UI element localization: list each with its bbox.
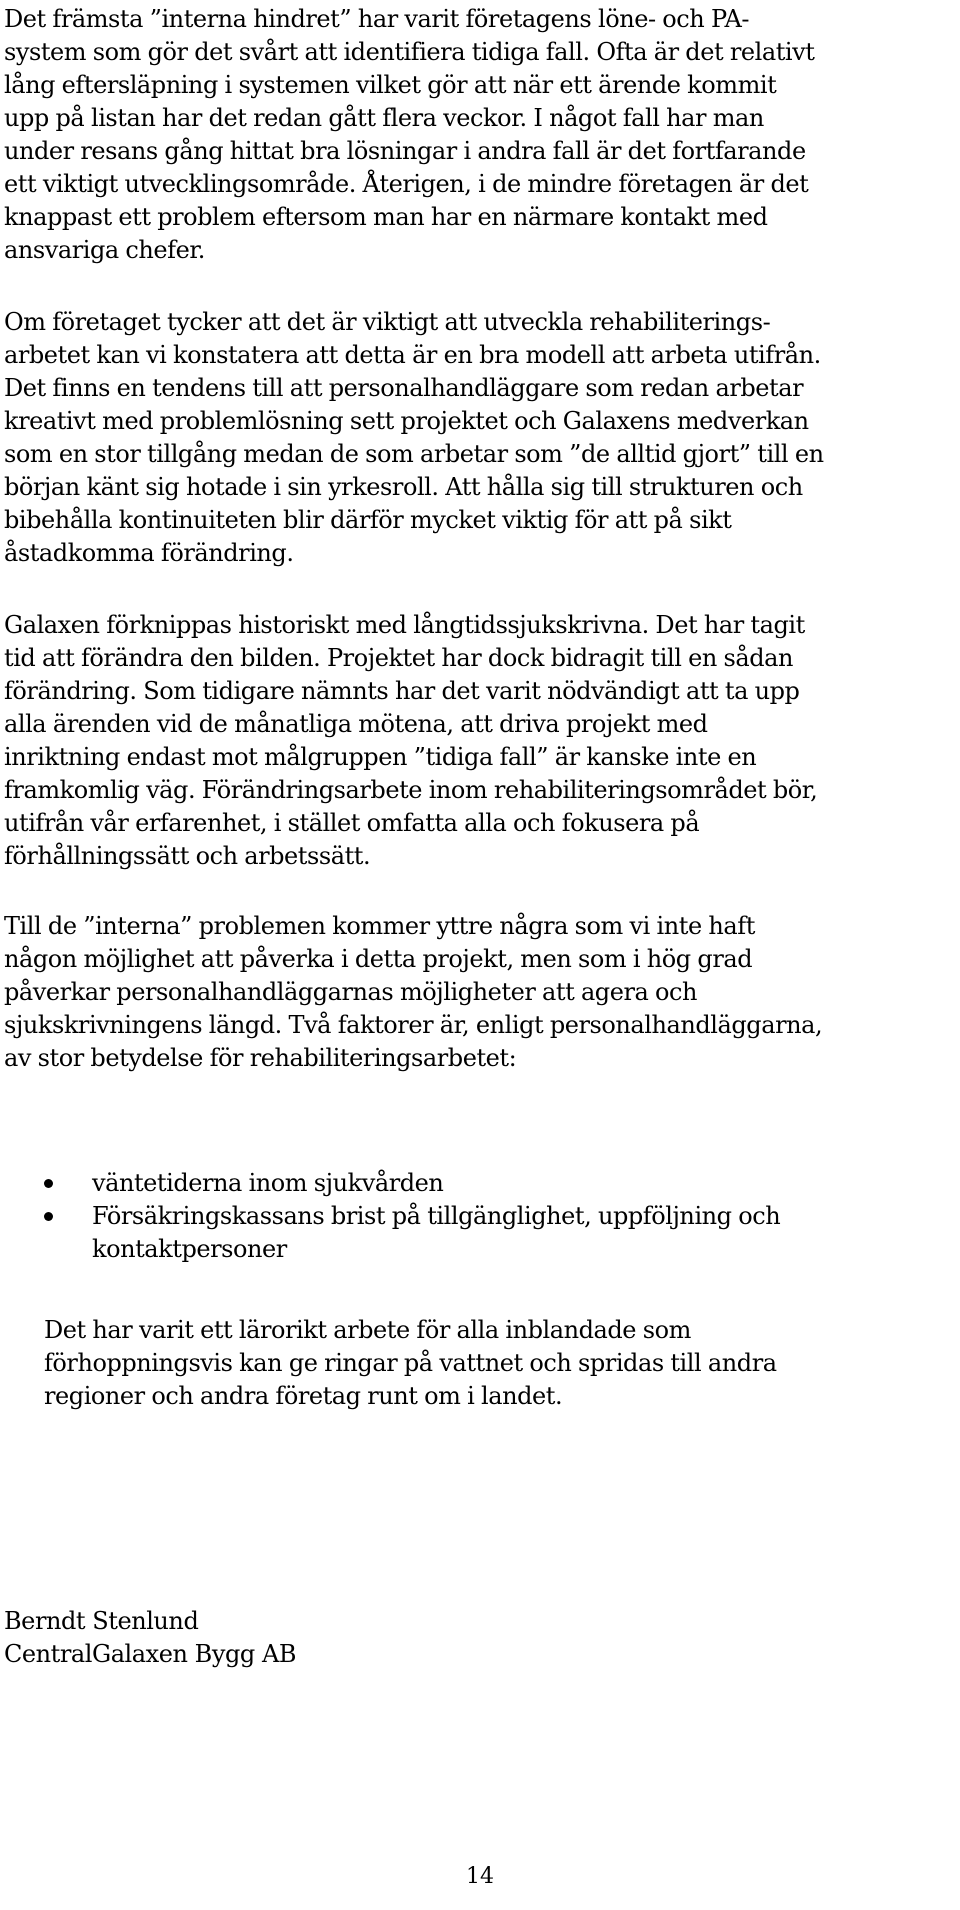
list-item: [44, 1167, 944, 1200]
text-line: sjukskrivningens längd. Två faktorer är, enligt personalhandläggarna,: [4, 1011, 823, 1039]
text-line: kontaktpersoner: [92, 1235, 287, 1263]
text-line: knappast ett problem eftersom man har en närmare kontakt med: [4, 203, 768, 231]
text-line: bibehålla kontinuiteten blir därför mycket viktig för att på sikt: [4, 506, 732, 534]
bullet-icon: [44, 1212, 53, 1221]
signature-name: Berndt Stenlund: [4, 1607, 199, 1635]
text-line: början känt sig hotade i sin yrkesroll. Att hålla sig till strukturen och: [4, 473, 803, 501]
text-line: alla ärenden vid de månatliga mötena, att driva projekt med: [4, 710, 708, 738]
text-line: upp på listan har det redan gått flera veckor. I något fall har man: [4, 104, 764, 132]
text-line: Försäkringskassans brist på tillgänglighet, uppföljning och: [92, 1202, 781, 1230]
text-line: system som gör det svårt att identifiera tidiga fall. Ofta är det relativt: [4, 38, 815, 66]
paragraph-rehab-model: [4, 306, 956, 570]
paragraph-galaxen-image: [4, 609, 956, 873]
text-line: ansvariga chefer.: [4, 236, 205, 264]
signature-block: [4, 1605, 296, 1671]
list-item: [44, 1200, 944, 1266]
text-line: förhoppningsvis kan ge ringar på vattnet och spridas till andra: [44, 1349, 777, 1377]
signature-company: CentralGalaxen Bygg AB: [4, 1640, 297, 1668]
text-line: tid att förändra den bilden. Projektet har dock bidragit till en sådan: [4, 644, 794, 672]
text-line: Det främsta ”interna hindret” har varit företagens löne- och PA-: [4, 5, 750, 33]
text-line: framkomlig väg. Förändringsarbete inom rehabiliteringsområdet bör,: [4, 776, 818, 804]
text-line: någon möjlighet att påverka i detta projekt, men som i hög grad: [4, 945, 753, 973]
text-line: utifrån vår erfarenhet, i stället omfatta alla och fokusera på: [4, 809, 700, 837]
text-line: Det har varit ett lärorikt arbete för alla inblandade som: [44, 1316, 691, 1344]
text-line: Till de ”interna” problemen kommer yttre några som vi inte haft: [4, 912, 755, 940]
paragraph-closing: [44, 1314, 944, 1413]
page-number: 14: [466, 1864, 494, 1889]
factor-bullet-list: [44, 1167, 944, 1266]
text-line: Om företaget tycker att det är viktigt att utveckla rehabiliterings-: [4, 308, 771, 336]
text-line: förändring. Som tidigare nämnts har det varit nödvändigt att ta upp: [4, 677, 800, 705]
text-line: inriktning endast mot målgruppen ”tidiga fall” är kanske inte en: [4, 743, 757, 771]
text-line: förhållningssätt och arbetssätt.: [4, 842, 371, 870]
text-line: Det finns en tendens till att personalhandläggare som redan arbetar: [4, 374, 804, 402]
bullet-icon: [44, 1179, 53, 1188]
text-line: väntetiderna inom sjukvården: [92, 1169, 444, 1197]
text-line: kreativt med problemlösning sett projektet och Galaxens medverkan: [4, 407, 809, 435]
text-line: av stor betydelse för rehabiliteringsarbetet:: [4, 1044, 517, 1072]
text-line: påverkar personalhandläggarnas möjligheter att agera och: [4, 978, 698, 1006]
text-line: som en stor tillgång medan de som arbetar som ”de alltid gjort” till en: [4, 440, 824, 468]
paragraph-pa-system: [4, 3, 956, 267]
text-line: arbetet kan vi konstatera att detta är en bra modell att arbeta utifrån.: [4, 341, 821, 369]
text-line: lång eftersläpning i systemen vilket gör att när ett ärende kommit: [4, 71, 777, 99]
text-line: åstadkomma förändring.: [4, 539, 294, 567]
text-line: ett viktigt utvecklingsområde. Återigen, i de mindre företagen är det: [4, 170, 809, 198]
text-line: under resans gång hittat bra lösningar i andra fall är det fortfarande: [4, 137, 806, 165]
text-line: Galaxen förknippas historiskt med långtidssjukskrivna. Det har tagit: [4, 611, 805, 639]
text-line: regioner och andra företag runt om i landet.: [44, 1382, 563, 1410]
paragraph-external-problems: [4, 910, 956, 1075]
